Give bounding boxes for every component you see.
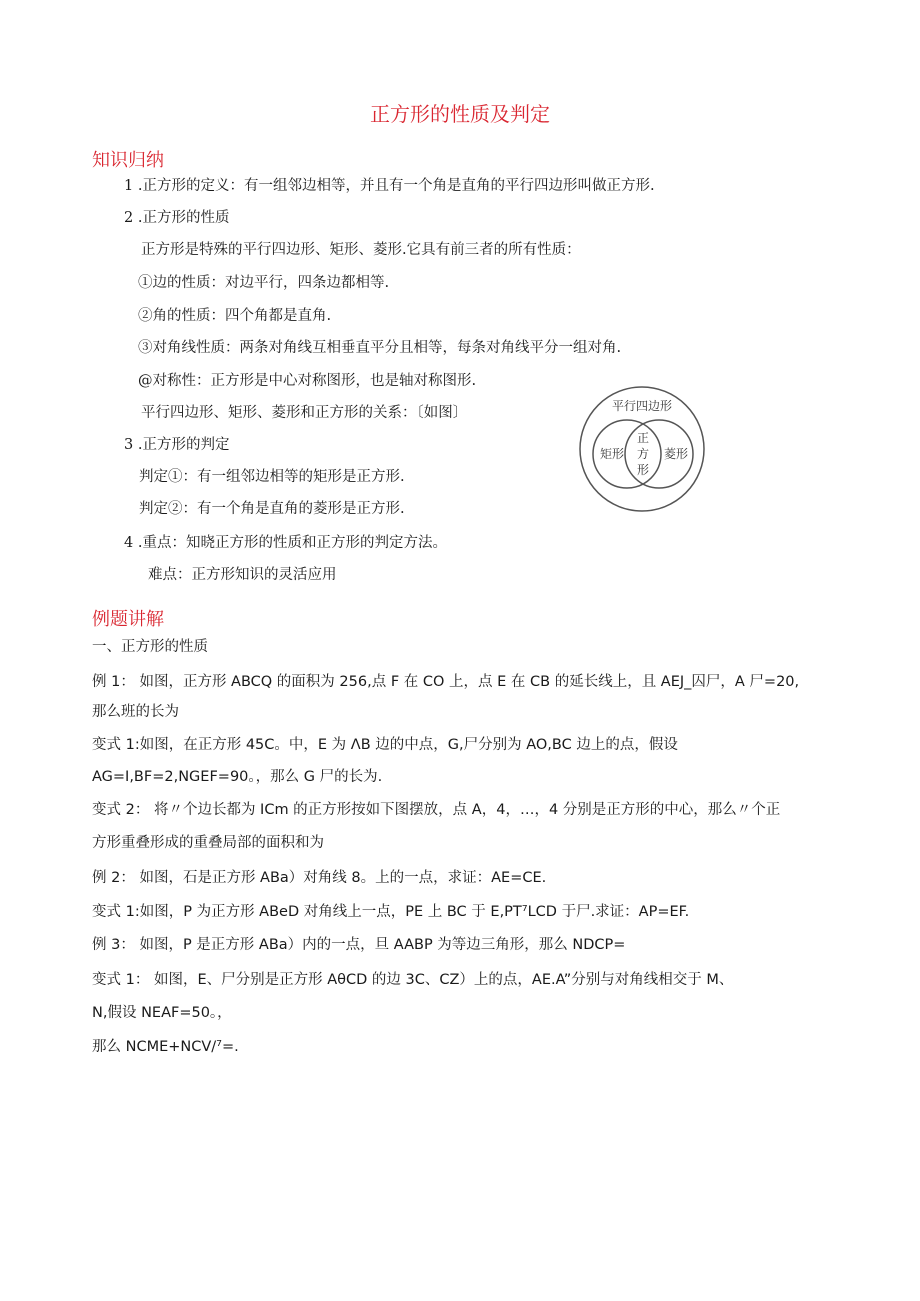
judgement-2: 判定②：有一个角是直角的菱形是正方形. <box>139 501 405 517</box>
section-heading-examples: 例题讲解 <box>92 609 164 630</box>
page-title: 正方形的性质及判定 <box>370 102 550 126</box>
venn-label-rhombus: 菱形 <box>663 447 689 461</box>
difficulty-text: 难点：正方形知识的灵活应用 <box>148 567 337 583</box>
properties-intro: 正方形是特殊的平行四边形、矩形、菱形.它具有前三者的所有性质： <box>141 242 581 258</box>
subheading-properties: 一、正方形的性质 <box>92 639 208 655</box>
section-heading-knowledge: 知识归纳 <box>92 150 164 171</box>
item-judgement: 3 .正方形的判定 <box>124 437 230 453</box>
venn-label-square-1: 正 <box>636 431 650 445</box>
example-3-variant-1-line-2: N,假设 NEAF=50。， <box>92 1005 232 1021</box>
example-2-variant-1: 变式 1:如图，P 为正方形 ABeD 对角线上一点，PE 上 BC 于 E,PT⁷LCD 于尸.求证：AP=EF. <box>92 904 690 920</box>
example-1-line-1: 例 1： 如图，正方形 ABCQ 的面积为 256,点 F 在 CO 上，点 E 在 CB 的延长线上，且 AEJ_囚尸，A 尸=20, <box>92 674 800 690</box>
example-3: 例 3： 如图，P 是正方形 ABa）内的一点，旦 AABP 为等边三角形，那么 NDCP= <box>92 937 626 953</box>
variant-2-line-1: 变式 2： 将〃个边长都为 ICm 的正方形按如下图摆放，点 A，4，…，4 分别是正方形的中心，那么〃个正 <box>92 802 781 818</box>
item-properties: 2 .正方形的性质 <box>124 210 230 226</box>
variant-1-line-1: 变式 1:如图，在正方形 45C。中，E 为 ΛB 边的中点，G,尸分别为 AO,BC 边上的点，假设 <box>92 737 678 753</box>
example-3-variant-1-line-1: 变式 1： 如图，E、尸分别是正方形 AθCD 的边 3C、CZ）上的点，AE.A”分别与对角线相交于 M、 <box>92 972 734 988</box>
property-sides: ①边的性质：对边平行，四条边都相等. <box>138 275 390 291</box>
relation-text: 平行四边形、矩形、菱形和正方形的关系：〔如图〕 <box>141 405 468 421</box>
venn-label-rectangle: 矩形 <box>599 447 625 461</box>
variant-1-line-2: AG=I,BF=2,NGEF=90。，那么 G 尸的长为. <box>92 769 383 785</box>
venn-label-parallelogram: 平行四边形 <box>611 399 673 413</box>
venn-label-square-2: 方 <box>636 447 650 461</box>
judgement-1: 判定①：有一组邻边相等的矩形是正方形. <box>139 469 405 485</box>
venn-label-square-3: 形 <box>636 463 650 477</box>
venn-diagram <box>576 386 708 512</box>
item-definition: 1 .正方形的定义：有一组邻边相等，并且有一个角是直角的平行四边形叫做正方形. <box>124 178 655 194</box>
property-diagonals: ③对角线性质：两条对角线互相垂直平分且相等，每条对角线平分一组对角. <box>138 340 622 356</box>
item-key-points: 4 .重点：知晓正方形的性质和正方形的判定方法。 <box>124 535 447 551</box>
property-angles: ②角的性质：四个角都是直角. <box>138 308 332 324</box>
example-2: 例 2： 如图，石是正方形 ABa）对角线 8。上的一点，求证：AE=CE. <box>92 870 547 886</box>
property-symmetry: @对称性：正方形是中心对称图形，也是轴对称图形. <box>138 373 477 389</box>
variant-2-line-2: 方形重叠形成的重叠局部的面积和为 <box>92 835 324 851</box>
example-3-variant-1-line-3: 那么 NCME+NCV/⁷=. <box>92 1039 239 1055</box>
example-1-line-2: 那么班的长为 <box>92 704 179 720</box>
